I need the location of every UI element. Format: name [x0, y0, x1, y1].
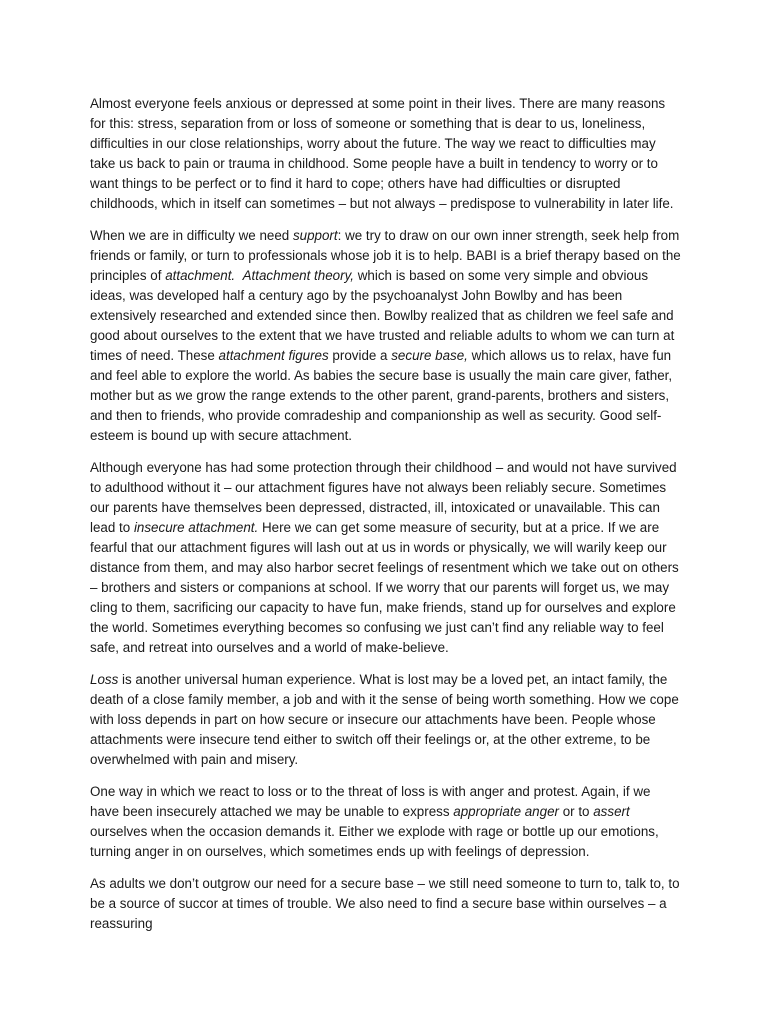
- italic-run: attachment.: [165, 268, 236, 283]
- text-run: As adults we don’t outgrow our need for a secure base – we still need someone to turn to, talk to, to be a source of succor at times of trouble. We also need to find a secure base within ourselves – a reassuring: [90, 876, 680, 931]
- document-body: [90, 94, 682, 946]
- paragraph-5: [90, 782, 682, 862]
- text-run: provide a: [328, 348, 392, 363]
- italic-run: secure base,: [391, 348, 468, 363]
- text-run: One way in which we react to loss or to the threat of loss is with anger and protest. Again, if we have been insecurely attached we may be unable to express: [90, 784, 651, 819]
- italic-run: Loss: [90, 672, 119, 687]
- italic-run: Attachment theory,: [242, 268, 355, 283]
- paragraph-4: [90, 670, 682, 770]
- text-run: Almost everyone feels anxious or depressed at some point in their lives. There are many reasons for this: stress, separation from or loss of someone or something that is dear to us, loneliness, difficulties in our close relationships, worry about the future. The way we react to difficulties may take us back to pain or trauma in childhood. Some people have a built in tendency to worry or to want things to be perfect or to find it hard to cope; others have had difficulties or disrupted childhoods, which in itself can sometimes – but not always – predispose to vulnerability in later life.: [90, 96, 674, 211]
- italic-run: assert: [593, 804, 630, 819]
- text-run: is another universal human experience. What is lost may be a loved pet, an intact family, the death of a close family member, a job and with it the sense of being worth something. How we cope with loss depends in part on how secure or insecure our attachments have been. People whose attachments were insecure tend either to switch off their feelings or, at the other extreme, to be overwhelmed with pain and misery.: [90, 672, 679, 767]
- text-run: Although everyone has had some protection through their childhood – and would not have survived to adulthood without it – our attachment figures have not always been reliably secure. Sometimes our parents have themselves been depressed, distracted, ill, intoxicated or unavailable. This can lead to: [90, 460, 677, 535]
- paragraph-1: [90, 94, 682, 214]
- paragraph-2: [90, 226, 682, 446]
- text-run: [235, 268, 242, 283]
- paragraph-6: [90, 874, 682, 934]
- text-run: When we are in difficulty we need: [90, 228, 293, 243]
- text-run: : we try to draw on our own inner strength, seek help from friends or family, or turn to professionals whose job it is to help. BABI is a brief therapy based on the principles of: [90, 228, 681, 283]
- text-run: which is based on some very simple and obvious ideas, was developed half a century ago by the psychoanalyst John Bowlby and has been extensively researched and extended since then. Bowlby realized that as children we feel safe and good about ourselves to the extent that we have trusted and reliable adults to whom we can turn at times of need. These: [90, 268, 675, 363]
- italic-run: attachment figures: [218, 348, 329, 363]
- text-run: or to: [558, 804, 594, 819]
- text-run: ourselves when the occasion demands it. Either we explode with rage or bottle up our emotions, turning anger in on ourselves, which sometimes ends up with feelings of depression.: [90, 824, 659, 859]
- italic-run: appropriate anger: [453, 804, 559, 819]
- text-run: Here we can get some measure of security, but at a price. If we are fearful that our attachment figures will lash out at us in words or physically, we will warily keep our distance from them, and may also harbor secret feelings of resentment which we take out on others – brothers and sisters or companions at school. If we worry that our parents will forget us, we may cling to them, sacrificing our capacity to have fun, make friends, stand up for ourselves and explore the world. Sometimes everything becomes so confusing we just can’t find any reliable way to feel safe, and retreat into ourselves and a world of make-believe.: [90, 520, 679, 655]
- italic-run: support: [292, 228, 338, 243]
- italic-run: insecure attachment.: [133, 520, 259, 535]
- text-run: which allows us to relax, have fun and feel able to explore the world. As babies the secure base is usually the main care giver, father, mother but as we grow the range extends to the other parent, grand-parents, brothers and sisters, and then to friends, who provide comradeship and companionship as well as security. Good self-esteem is bound up with secure attachment.: [90, 348, 673, 443]
- paragraph-3: [90, 458, 682, 658]
